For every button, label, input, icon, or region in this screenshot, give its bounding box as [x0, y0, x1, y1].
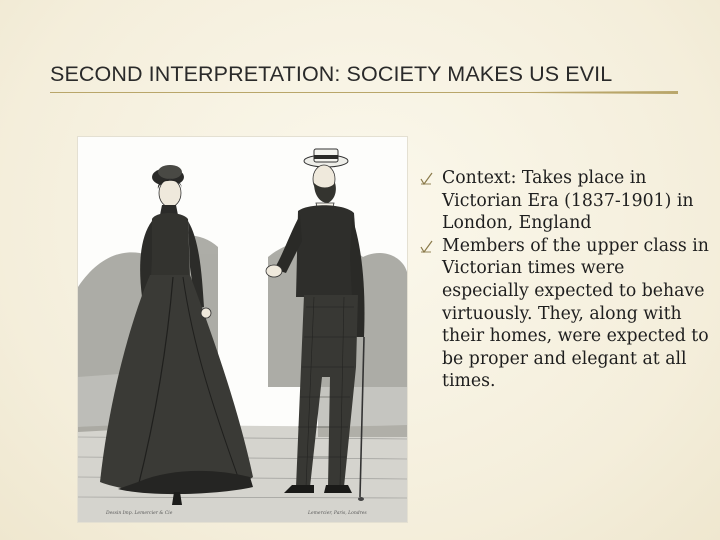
title-underline: [50, 92, 678, 93]
bullet-icon: [420, 172, 433, 185]
bullet-item: [420, 167, 710, 235]
victorian-couple-illustration: [78, 137, 407, 522]
bullet-item: [420, 235, 710, 393]
slide-title: SECOND INTERPRETATION: SOCIETY MAKES US EVIL: [50, 62, 613, 86]
bullet-text: Context: Takes place in Victorian Era (1837-1901) in London, England: [442, 168, 694, 234]
bullet-icon: [420, 240, 433, 253]
caption-right: Lemercier, Paris, Londres: [308, 511, 367, 516]
bullet-list: [420, 167, 710, 393]
bullet-text: Members of the upper class in Victorian times were especially expected to behave virtuously. They, along with their homes, were expected to be proper and elegant at all times.: [442, 235, 709, 392]
caption-left: Dessin Imp. Lemercier & Cie: [106, 511, 173, 516]
